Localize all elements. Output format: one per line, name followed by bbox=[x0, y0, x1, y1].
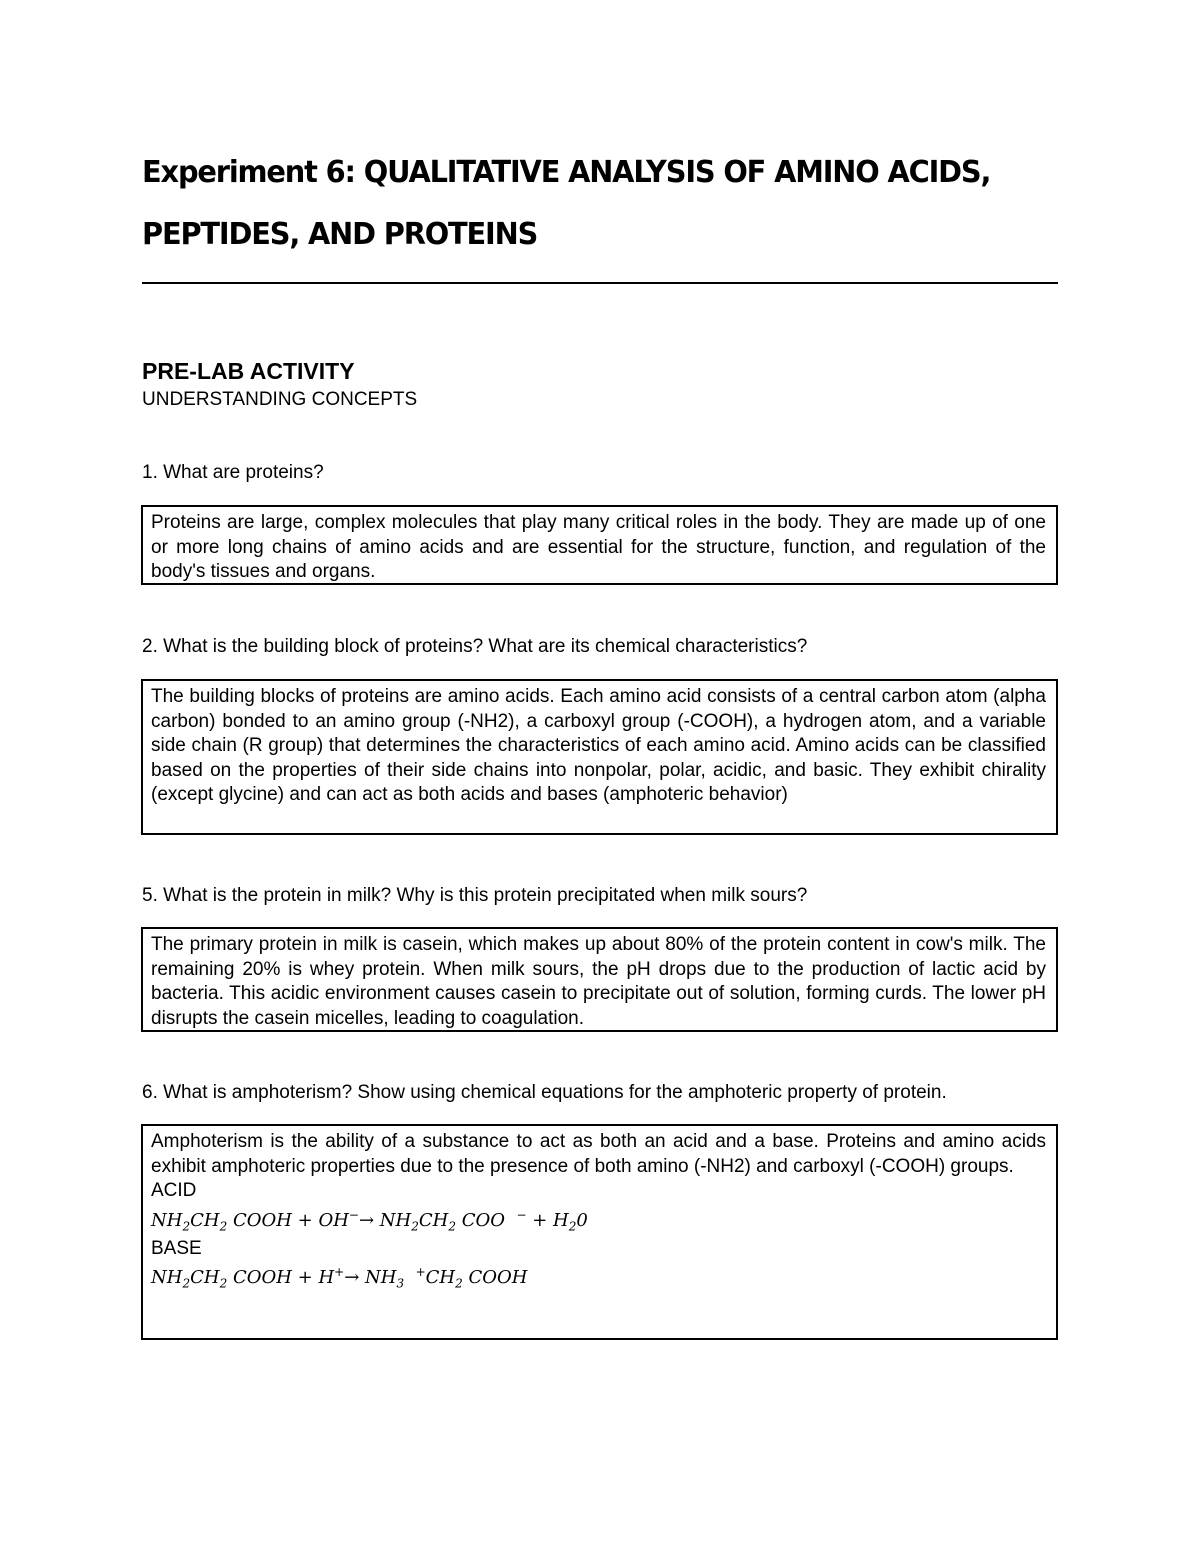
question-6: 6. What is amphoterism? Show using chemical equations for the amphoteric property of protein. bbox=[142, 1082, 947, 1103]
answer-2-text: The building blocks of proteins are amino acids. Each amino acid consists of a central carbon atom (alpha carbon) bonded to an amino group (-NH2), a carboxyl group (-COOH), a hydrogen atom, and a variable side chain (R group) that determines the characteristics of each amino acid. Amino acids can be classified based on the properties of their side chains into nonpolar, polar, acidic, and basic. They exhibit chirality (except glycine) and can act as both acids and bases (amphoteric behavior) bbox=[151, 686, 1046, 806]
answer-5-text: The primary protein in milk is casein, which makes up about 80% of the protein content in cow's milk. The remaining 20% is whey protein. When milk sours, the pH drops due to the production of lactic acid by bacteria. This acidic environment causes casein to precipitate out of solution, forming curds. The lower pH disrupts the casein micelles, leading to coagulation. bbox=[151, 934, 1046, 1029]
document-title: Experiment 6: QUALITATIVE ANALYSIS OF AMINO ACIDS, PEPTIDES, AND PROTEINS bbox=[142, 155, 991, 252]
question-2: 2. What is the building block of proteins? What are its chemical characteristics? bbox=[142, 636, 808, 657]
base-equation: $NH_2CH_2$ COOH + $H^+\to NH_3$ $^+CH_2$ COOH bbox=[151, 1265, 528, 1291]
answer-box-5 bbox=[141, 927, 1058, 1032]
question-5: 5. What is the protein in milk? Why is this protein precipitated when milk sours? bbox=[142, 885, 808, 906]
answer-box-1 bbox=[141, 505, 1058, 585]
section-heading: PRE-LAB ACTIVITY bbox=[142, 358, 355, 384]
answer-box-2 bbox=[141, 679, 1058, 835]
acid-equation: $NH_2CH_2$ COOH + $OH^-\to NH_2CH_2$ COO $^- + H_20$ bbox=[151, 1207, 588, 1234]
answer-6-text: Amphoterism is the ability of a substance to act as both an acid and a base. Proteins and amino acids exhibit amphoteric properties due to the presence of both amino (-NH2) and carboxyl (-COOH) groups. bbox=[151, 1131, 1046, 1177]
answer-1-text: Proteins are large, complex molecules that play many critical roles in the body. They are made up of one or more long chains of amino acids and are essential for the structure, function, and regulation of the body's tissues and organs. bbox=[151, 512, 1046, 583]
acid-label: ACID bbox=[151, 1180, 197, 1202]
title-divider bbox=[142, 282, 1058, 284]
answer-box-6 bbox=[141, 1124, 1058, 1340]
question-1: 1. What are proteins? bbox=[142, 462, 324, 483]
section-subheading: UNDERSTANDING CONCEPTS bbox=[142, 389, 418, 410]
base-label: BASE bbox=[151, 1237, 202, 1259]
